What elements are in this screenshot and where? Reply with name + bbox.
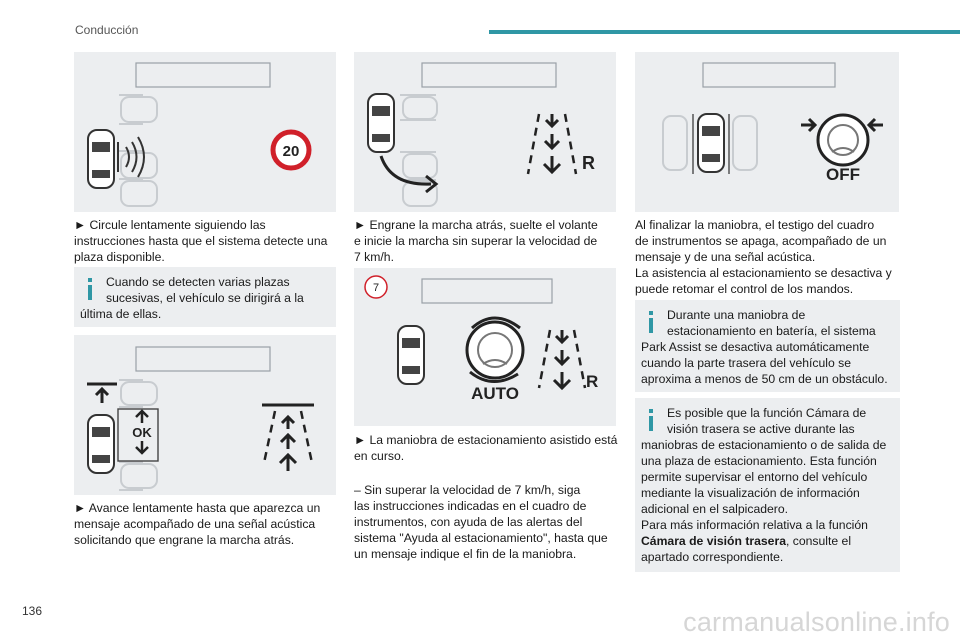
car-icon [368,94,394,152]
gear-r-label: R [582,153,595,173]
off-label: OFF [826,165,860,184]
forward-arrows-icon [280,417,296,471]
note-battery-parking: Durante una maniobra de estacionamiento en batería, el sistema Park Assist se desactiva automáticamente cuando la parte trasera del vehículo se aproxima a menos de 50 cm de un obstáculo. [635,300,900,392]
gear-r-label: R [586,372,599,391]
page-number: 136 [22,604,43,618]
ok-label: OK [132,425,152,440]
car-icon [88,415,114,473]
sensor-waves-icon [126,137,144,177]
header-accent-bar [489,30,960,34]
end-of-maneuver-text: Al finalizar la maniobra, el testigo del cuadro de instrumentos se apaga, acompañado de un mensaje y de una señal acústica. La asistencia al estacionamiento se desactiva y puede retomar el control de los mandos. [635,218,892,296]
info-icon [647,311,655,333]
car-icon [698,114,724,172]
note-rear-camera: Es posible que la función Cámara de visión trasera se active durante las maniobras de estacionamiento o de salida de una plaza de estacionamiento. Esta función permite supervisar el entorno del vehículo mediante la visualización de información adicional en el salpicadero. Para más información relativa a la función Cámara de visión trasera, consulte el apartado correspondiente. [635,398,900,572]
instruction-circulate: ► Circule lentamente siguiendo las instrucciones hasta que el sistema detecte una plaza disponible. [74,218,328,264]
car-icon [88,130,114,188]
info-icon [647,409,655,431]
reverse-arrows-icon [544,114,560,172]
instruction-advance: ► Avance lentamente hasta que aparezca un mensaje acompañado de una señal acústica solicitando que engrane la marcha atrás. [74,501,321,547]
car-icon [398,326,424,384]
reverse-arrows-icon [554,330,570,388]
instruction-maneuver-in-progress: ► La maniobra de estacionamiento asistido está en curso. [354,433,618,463]
up-arrow-icon [136,411,148,423]
watermark-url: carmanualsonline.info [683,607,950,637]
steering-wheel-icon [818,115,868,165]
svg-text:7: 7 [372,282,380,294]
rear-camera-link[interactable]: Cámara de visión trasera [641,534,786,548]
figure-engage-reverse [354,52,616,212]
speed-sign-value: 20 [282,143,300,160]
instruction-engage-reverse: ► Engrane la marcha atrás, suelte el volante e inicie la marcha sin superar la velocidad de 7 km/h. [354,218,598,264]
up-arrow-icon [96,389,108,403]
down-arrow-icon [136,441,148,453]
note-multiple-spaces: Cuando se detecten varias plazas sucesivas, el vehículo se dirigirá a la última de ellas. [74,267,336,327]
figure-reverse-request [74,335,336,495]
figure-auto-maneuver [354,268,616,426]
section-title: Conducción [75,23,139,37]
steering-wheel-icon [467,322,523,378]
instruction-follow-alerts: – Sin superar la velocidad de 7 km/h, siga las instrucciones indicadas en el cuadro de instrumentos, con ayuda de las alertas del sistema "Ayuda al estacionamiento", hasta que un mensaje indique el fin de la maniobra. [354,483,608,561]
auto-label: AUTO [471,384,519,403]
info-icon [86,278,94,300]
figure-search-space [74,52,336,212]
figure-maneuver-off [635,52,899,212]
